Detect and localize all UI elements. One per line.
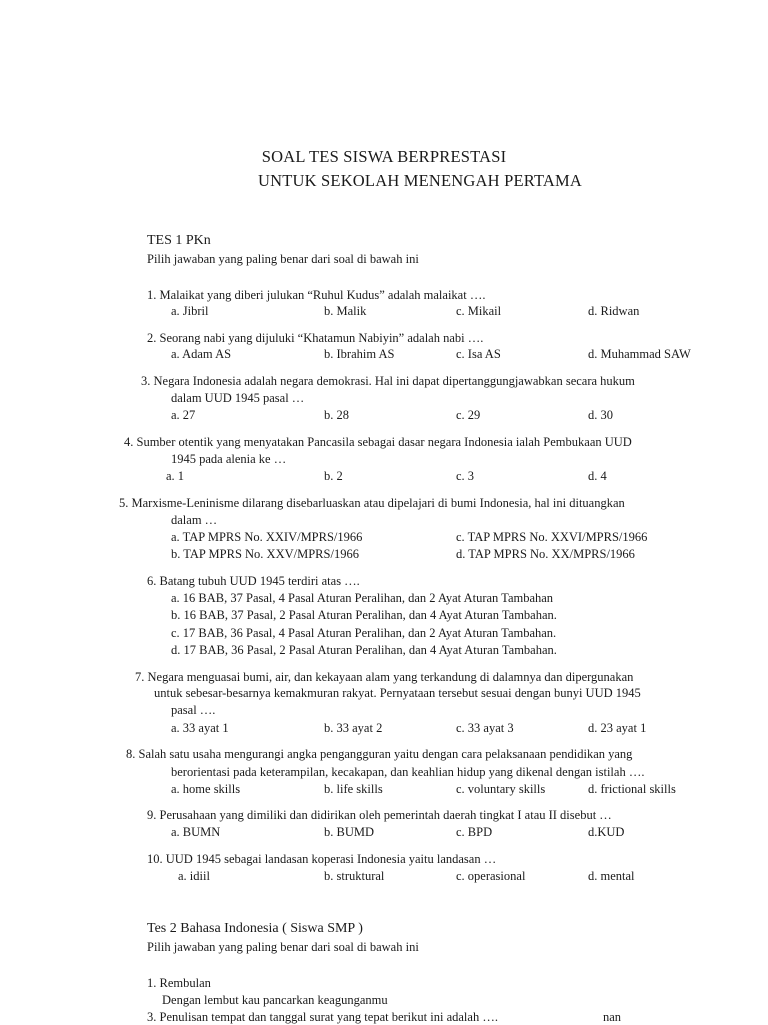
question-8-continued: berorientasi pada keterampilan, kecakapan, dan keahlian hidup yang dikenal dengan istilah …. (171, 765, 645, 779)
option-1d: d. Ridwan (588, 304, 640, 318)
option-5d: d. TAP MPRS No. XX/MPRS/1966 (456, 547, 635, 561)
option-8c: c. voluntary skills (456, 782, 546, 796)
option-2b: b. Ibrahim AS (324, 347, 395, 361)
option-3a: a. 27 (171, 408, 196, 422)
question-5-continued: dalam … (171, 513, 218, 527)
option-6c: c. 17 BAB, 36 Pasal, 4 Pasal Aturan Peralihan, dan 2 Ayat Aturan Tambahan. (171, 626, 557, 640)
option-7c: c. 33 ayat 3 (456, 721, 514, 735)
question-5: 5. Marxisme-Leninisme dilarang disebarluaskan atau dipelajari di bumi Indonesia, hal ini dituangkan (119, 496, 625, 510)
option-2a: a. Adam AS (171, 347, 232, 361)
question-10: 10. UUD 1945 sebagai landasan koperasi Indonesia yaitu landasan … (147, 852, 497, 866)
option-8d: d. frictional skills (588, 782, 676, 796)
option-6a: a. 16 BAB, 37 Pasal, 4 Pasal Aturan Peralihan, dan 2 Ayat Aturan Tambahan (171, 591, 554, 605)
section-heading-tes2: Tes 2 Bahasa Indonesia ( Siswa SMP ) (147, 921, 363, 936)
option-9d: d.KUD (588, 825, 625, 839)
section-instruction-tes1: Pilih jawaban yang paling benar dari soal di bawah ini (147, 252, 419, 266)
option-4a: a. 1 (166, 469, 185, 483)
question-8: 8. Salah satu usaha mengurangi angka pengangguran yaitu dengan cara pelaksanaan pendidikan yang (126, 747, 633, 761)
option-5c: c. TAP MPRS No. XXVI/MPRS/1966 (456, 530, 648, 544)
option-9b: b. BUMD (324, 825, 375, 839)
tes2-question-3-side: nan (603, 1010, 622, 1024)
question-1: 1. Malaikat yang diberi julukan “Ruhul Kudus” adalah malaikat …. (147, 288, 486, 302)
option-10b: b. struktural (324, 869, 385, 883)
option-8b: b. life skills (324, 782, 383, 796)
question-7-continued-2: pasal …. (171, 703, 216, 717)
tes2-question-1: 1. Rembulan (147, 976, 211, 990)
page-title-line-2: UNTUK SEKOLAH MENENGAH PERTAMA (257, 171, 583, 190)
question-3: 3. Negara Indonesia adalah negara demokrasi. Hal ini dapat dipertanggungjawabkan secara hukum (141, 374, 635, 388)
option-5a: a. TAP MPRS No. XXIV/MPRS/1966 (171, 530, 363, 544)
option-3c: c. 29 (456, 408, 481, 422)
option-10a: a. idiil (178, 869, 210, 883)
option-3d: d. 30 (588, 408, 613, 422)
option-9c: c. BPD (456, 825, 493, 839)
question-9: 9. Perusahaan yang dimiliki dan didirikan oleh pemerintah daerah tingkat I atau II disebut … (147, 808, 612, 822)
option-7d: d. 23 ayat 1 (588, 721, 647, 735)
option-1b: b. Malik (324, 304, 367, 318)
page-title-line-1: SOAL TES SISWA BERPRESTASI (261, 147, 507, 166)
option-10c: c. operasional (456, 869, 526, 883)
question-4: 4. Sumber otentik yang menyatakan Pancasila sebagai dasar negara Indonesia ialah Pembukaan UUD (124, 435, 632, 449)
option-8a: a. home skills (171, 782, 241, 796)
question-7: 7. Negara menguasai bumi, air, dan kekayaan alam yang terkandung di dalamnya dan dipergunakan (135, 670, 634, 684)
option-4b: b. 2 (324, 469, 343, 483)
option-2d: d. Muhammad SAW (588, 347, 691, 361)
question-3-continued: dalam UUD 1945 pasal … (171, 391, 305, 405)
option-1c: c. Mikail (456, 304, 502, 318)
section-heading-tes1: TES 1 PKn (147, 233, 211, 248)
tes2-question-1-line-2: Dengan lembut kau pancarkan keagunganmu (162, 993, 388, 1007)
question-7-continued-1: untuk sebesar-besarnya kemakmuran rakyat. Pernyataan tersebut sesuai dengan bunyi UUD 1945 (154, 686, 641, 700)
question-2: 2. Seorang nabi yang dijuluki “Khatamun Nabiyin” adalah nabi …. (147, 331, 484, 345)
option-9a: a. BUMN (171, 825, 221, 839)
option-6d: d. 17 BAB, 36 Pasal, 2 Pasal Aturan Peralihan, dan 4 Ayat Aturan Tambahan. (171, 643, 557, 657)
option-4d: d. 4 (588, 469, 607, 483)
question-4-continued: 1945 pada alenia ke … (171, 452, 287, 466)
option-3b: b. 28 (324, 408, 349, 422)
option-7b: b. 33 ayat 2 (324, 721, 383, 735)
option-5b: b. TAP MPRS No. XXV/MPRS/1966 (171, 547, 359, 561)
option-6b: b. 16 BAB, 37 Pasal, 2 Pasal Aturan Peralihan, dan 4 Ayat Aturan Tambahan. (171, 608, 557, 622)
option-10d: d. mental (588, 869, 635, 883)
option-4c: c. 3 (456, 469, 475, 483)
section-instruction-tes2: Pilih jawaban yang paling benar dari soal di bawah ini (147, 940, 419, 954)
tes2-question-3: 3. Penulisan tempat dan tanggal surat yang tepat berikut ini adalah …. (147, 1010, 498, 1024)
option-1a: a. Jibril (171, 304, 209, 318)
option-7a: a. 33 ayat 1 (171, 721, 229, 735)
option-2c: c. Isa AS (456, 347, 501, 361)
question-6: 6. Batang tubuh UUD 1945 terdiri atas …. (147, 574, 360, 588)
